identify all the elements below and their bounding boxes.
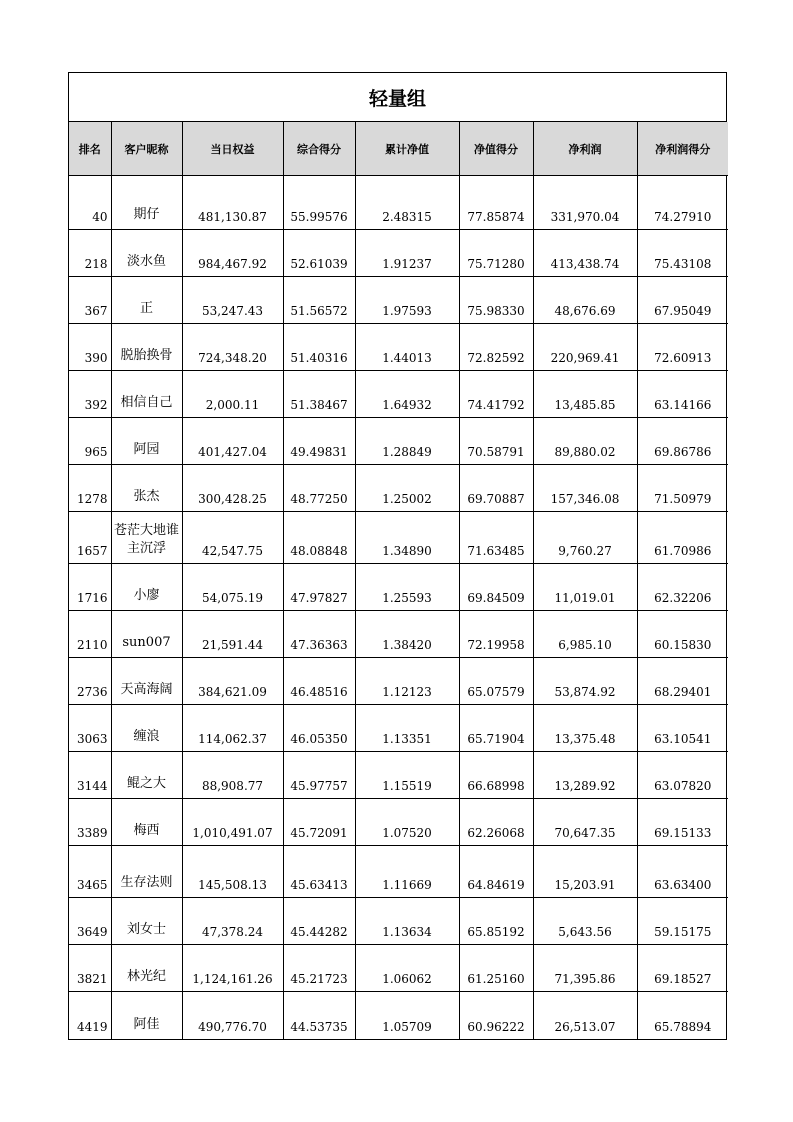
cell-profit-score: 72.60913 <box>637 324 728 371</box>
cell-profit-score: 63.14166 <box>637 371 728 418</box>
table-body <box>69 176 728 1039</box>
cell-nav: 1.64932 <box>355 371 459 418</box>
cell-rank: 367 <box>69 277 111 324</box>
cell-score: 51.38467 <box>283 371 355 418</box>
cell-nickname: 林光纪 <box>111 945 182 992</box>
cell-nav-score: 64.84619 <box>459 846 533 898</box>
cell-equity: 47,378.24 <box>182 898 283 945</box>
table-row <box>69 324 728 371</box>
table-row <box>69 705 728 752</box>
cell-nickname: 梅西 <box>111 799 182 846</box>
cell-rank: 3821 <box>69 945 111 992</box>
cell-nav: 1.05709 <box>355 992 459 1039</box>
cell-profit-score: 60.15830 <box>637 611 728 658</box>
cell-nav-score: 72.19958 <box>459 611 533 658</box>
cell-score: 47.36363 <box>283 611 355 658</box>
cell-nickname: 生存法则 <box>111 846 182 898</box>
cell-nav: 1.34890 <box>355 512 459 564</box>
cell-score: 49.49831 <box>283 418 355 465</box>
cell-profit-score: 71.50979 <box>637 465 728 512</box>
table-row <box>69 898 728 945</box>
table-row <box>69 277 728 324</box>
cell-equity: 481,130.87 <box>182 176 283 230</box>
cell-nav: 1.91237 <box>355 230 459 277</box>
cell-rank: 390 <box>69 324 111 371</box>
table-row <box>69 799 728 846</box>
cell-nav-score: 75.98330 <box>459 277 533 324</box>
cell-profit-score: 69.18527 <box>637 945 728 992</box>
table-row <box>69 846 728 898</box>
cell-rank: 3389 <box>69 799 111 846</box>
header-row <box>69 122 728 176</box>
header-profit-score: 净利润得分 <box>637 122 728 176</box>
cell-nav: 2.48315 <box>355 176 459 230</box>
cell-nav-score: 74.41792 <box>459 371 533 418</box>
cell-nav-score: 75.71280 <box>459 230 533 277</box>
cell-profit: 89,880.02 <box>533 418 637 465</box>
cell-profit: 9,760.27 <box>533 512 637 564</box>
cell-rank: 965 <box>69 418 111 465</box>
cell-profit-score: 68.29401 <box>637 658 728 705</box>
table-row <box>69 611 728 658</box>
cell-equity: 384,621.09 <box>182 658 283 705</box>
cell-profit: 13,289.92 <box>533 752 637 799</box>
table-row <box>69 418 728 465</box>
cell-nickname: 天高海阔 <box>111 658 182 705</box>
table-row <box>69 752 728 799</box>
cell-equity: 114,062.37 <box>182 705 283 752</box>
cell-nickname: 脱胎换骨 <box>111 324 182 371</box>
cell-rank: 3649 <box>69 898 111 945</box>
cell-equity: 401,427.04 <box>182 418 283 465</box>
cell-nickname: 淡水鱼 <box>111 230 182 277</box>
cell-profit: 413,438.74 <box>533 230 637 277</box>
ranking-table <box>69 122 728 1039</box>
cell-rank: 2110 <box>69 611 111 658</box>
cell-profit-score: 63.63400 <box>637 846 728 898</box>
cell-score: 46.05350 <box>283 705 355 752</box>
cell-profit-score: 65.78894 <box>654 1019 712 1034</box>
cell-profit: 26,513.07 <box>533 992 637 1039</box>
cell-profit: 48,676.69 <box>533 277 637 324</box>
cell-nav: 1.44013 <box>355 324 459 371</box>
cell-nav-score: 72.82592 <box>459 324 533 371</box>
cell-profit: 15,203.91 <box>533 846 637 898</box>
cell-profit-score: 67.95049 <box>637 277 728 324</box>
cell-profit: 157,346.08 <box>533 465 637 512</box>
cell-equity: 724,348.20 <box>182 324 283 371</box>
cell-score: 45.97757 <box>283 752 355 799</box>
cell-profit: 70,647.35 <box>533 799 637 846</box>
cell-profit-score: 62.32206 <box>637 564 728 611</box>
cell-profit: 220,969.41 <box>533 324 637 371</box>
cell-profit-score: 61.70986 <box>637 512 728 564</box>
cell-rank: 2736 <box>69 658 111 705</box>
cell-nav-score: 61.25160 <box>459 945 533 992</box>
cell-nav: 1.38420 <box>355 611 459 658</box>
cell-score: 51.40316 <box>283 324 355 371</box>
cell-nickname: 正 <box>111 277 182 324</box>
cell-profit: 53,874.92 <box>533 658 637 705</box>
table-row <box>69 992 728 1039</box>
cell-profit-score: 59.15175 <box>637 898 728 945</box>
cell-rank: 1657 <box>69 512 111 564</box>
table-row <box>69 371 728 418</box>
cell-nav: 1.97593 <box>355 277 459 324</box>
cell-profit: 13,485.85 <box>533 371 637 418</box>
cell-equity: 21,591.44 <box>182 611 283 658</box>
table-row <box>69 945 728 992</box>
cell-profit: 11,019.01 <box>533 564 637 611</box>
cell-equity: 145,508.13 <box>182 846 283 898</box>
cell-rank: 1716 <box>69 564 111 611</box>
table-row <box>69 564 728 611</box>
cell-nav-score: 66.68998 <box>459 752 533 799</box>
cell-nickname: 相信自己 <box>111 371 182 418</box>
cell-nickname: 苍茫大地谁主沉浮 <box>111 512 182 564</box>
cell-score: 51.56572 <box>283 277 355 324</box>
cell-score: 45.44282 <box>283 898 355 945</box>
cell-profit-score: 69.15133 <box>637 799 728 846</box>
cell-rank: 392 <box>69 371 111 418</box>
sheet-title: 轻量组 <box>69 73 726 122</box>
cell-equity: 53,247.43 <box>182 277 283 324</box>
table-row <box>69 658 728 705</box>
header-nickname: 客户昵称 <box>111 122 182 176</box>
cell-score: 46.48516 <box>283 658 355 705</box>
header-nav-score: 净值得分 <box>459 122 533 176</box>
cell-score: 45.63413 <box>283 846 355 898</box>
cell-nav-score: 70.58791 <box>459 418 533 465</box>
cell-profit: 71,395.86 <box>533 945 637 992</box>
cell-profit-score: 63.07820 <box>637 752 728 799</box>
cell-profit: 13,375.48 <box>533 705 637 752</box>
cell-rank: 4419 <box>69 992 111 1039</box>
cell-score: 48.77250 <box>283 465 355 512</box>
cell-score: 55.99576 <box>283 176 355 230</box>
cell-nav-score: 65.85192 <box>459 898 533 945</box>
cell-nickname: 刘女士 <box>111 898 182 945</box>
cell-nav: 1.11669 <box>355 846 459 898</box>
cell-profit-score: 69.86786 <box>637 418 728 465</box>
cell-nickname: 张杰 <box>111 465 182 512</box>
cell-equity: 300,428.25 <box>182 465 283 512</box>
cell-nav: 1.25002 <box>355 465 459 512</box>
cell-nickname: 小廖 <box>111 564 182 611</box>
cell-nav: 1.13634 <box>355 898 459 945</box>
cell-equity: 2,000.11 <box>182 371 283 418</box>
cell-nav: 1.13351 <box>355 705 459 752</box>
cell-nav-score: 60.96222 <box>459 992 533 1039</box>
cell-equity: 1,124,161.26 <box>182 945 283 992</box>
header-nav: 累计净值 <box>355 122 459 176</box>
header-profit: 净利润 <box>533 122 637 176</box>
cell-score: 44.53735 <box>283 992 355 1039</box>
cell-equity: 984,467.92 <box>182 230 283 277</box>
cell-rank: 3063 <box>69 705 111 752</box>
cell-score: 45.72091 <box>283 799 355 846</box>
cell-nav-score: 69.70887 <box>459 465 533 512</box>
cell-rank: 218 <box>69 230 111 277</box>
cell-nickname: 阿佳 <box>111 992 182 1039</box>
cell-nickname: sun007 <box>111 611 182 658</box>
cell-nav: 1.07520 <box>355 799 459 846</box>
cell-nav: 1.12123 <box>355 658 459 705</box>
cell-profit-score: 63.10541 <box>637 705 728 752</box>
cell-score: 47.97827 <box>283 564 355 611</box>
cell-nav-score: 77.85874 <box>459 176 533 230</box>
cell-equity: 1,010,491.07 <box>182 799 283 846</box>
cell-profit: 6,985.10 <box>533 611 637 658</box>
cell-equity: 54,075.19 <box>182 564 283 611</box>
cell-score: 52.61039 <box>283 230 355 277</box>
cell-nickname: 期仔 <box>111 176 182 230</box>
table-row <box>69 230 728 277</box>
cell-equity: 88,908.77 <box>182 752 283 799</box>
cell-profit-score: 74.27910 <box>637 176 728 230</box>
cell-score: 48.08848 <box>283 512 355 564</box>
cell-profit: 5,643.56 <box>533 898 637 945</box>
cell-nav: 1.25593 <box>355 564 459 611</box>
cell-nickname: 鲲之大 <box>111 752 182 799</box>
cell-nav: 1.06062 <box>355 945 459 992</box>
cell-nav: 1.28849 <box>355 418 459 465</box>
table-row <box>69 176 728 230</box>
table-row <box>69 465 728 512</box>
cell-rank: 3144 <box>69 752 111 799</box>
cell-equity: 42,547.75 <box>182 512 283 564</box>
ranking-sheet <box>68 72 727 1040</box>
header-equity: 当日权益 <box>182 122 283 176</box>
cell-rank: 1278 <box>69 465 111 512</box>
cell-nav-score: 69.84509 <box>459 564 533 611</box>
cell-nickname: 阿园 <box>111 418 182 465</box>
cell-nav-score: 65.71904 <box>459 705 533 752</box>
cell-profit-score: 75.43108 <box>637 230 728 277</box>
cell-equity: 490,776.70 <box>182 992 283 1039</box>
cell-nav: 1.15519 <box>355 752 459 799</box>
table-row <box>69 512 728 564</box>
header-rank: 排名 <box>69 122 111 176</box>
cell-nav-score: 65.07579 <box>459 658 533 705</box>
cell-nav-score: 71.63485 <box>459 512 533 564</box>
cell-nickname: 缠浪 <box>111 705 182 752</box>
cell-rank: 3465 <box>69 846 111 898</box>
cell-nav-score: 62.26068 <box>459 799 533 846</box>
cell-rank: 40 <box>69 176 111 230</box>
header-score: 综合得分 <box>283 122 355 176</box>
cell-profit: 331,970.04 <box>533 176 637 230</box>
cell-score: 45.21723 <box>283 945 355 992</box>
